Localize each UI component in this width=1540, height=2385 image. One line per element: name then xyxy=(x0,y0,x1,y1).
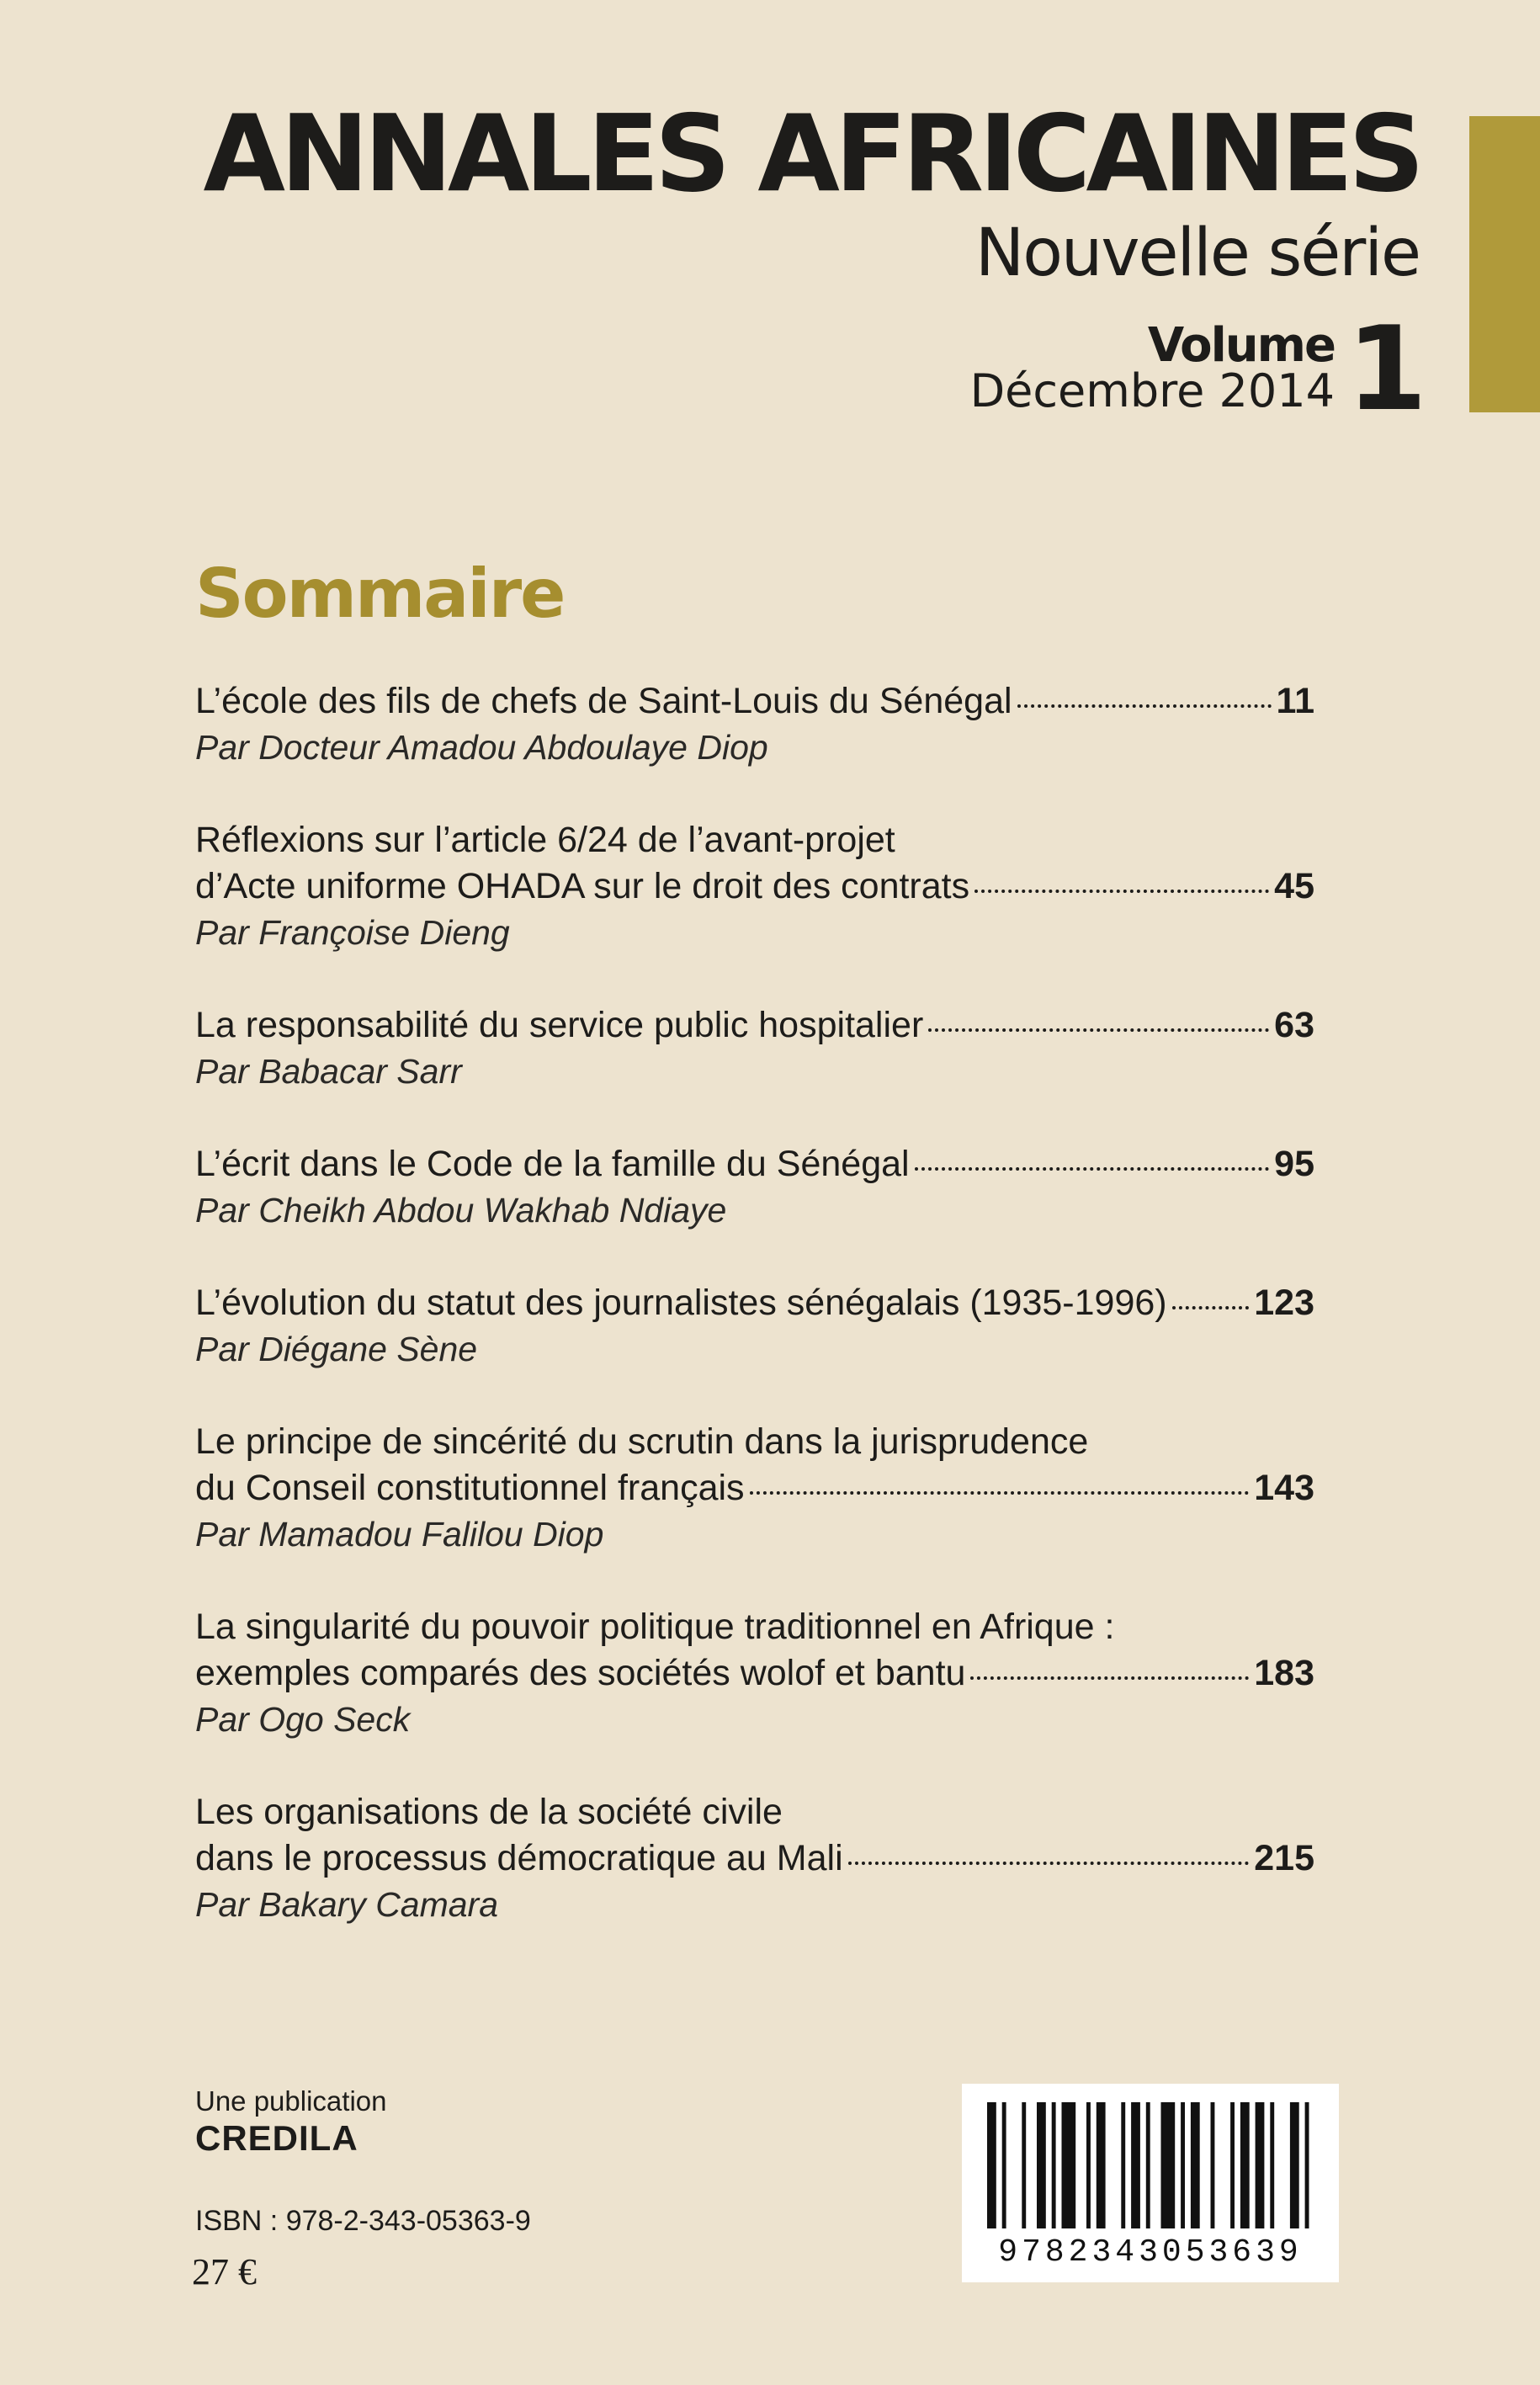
toc-title-line xyxy=(195,1650,1314,1697)
toc-title-line xyxy=(195,1835,1314,1882)
toc-title-text: L’école des fils de chefs de Saint-Louis du Sénégal xyxy=(195,681,1012,721)
barcode-bar xyxy=(1002,2102,1006,2228)
toc-author: Par Cheikh Abdou Wakhab Ndiaye xyxy=(195,1191,727,1230)
page-number: 45 xyxy=(1274,866,1314,906)
barcode-bar xyxy=(1256,2102,1265,2228)
toc-title-text: d’Acte uniforme OHADA sur le droit des contrats xyxy=(195,866,970,906)
toc-entry xyxy=(195,1604,1314,1743)
barcode-bar xyxy=(1097,2102,1106,2228)
gold-accent-bar xyxy=(1469,116,1540,412)
dot-leader xyxy=(928,1003,1269,1032)
page-number: 143 xyxy=(1254,1468,1314,1508)
page-number: 95 xyxy=(1274,1144,1314,1184)
barcode-bar xyxy=(1062,2102,1076,2228)
journal-subtitle: Nouvelle série xyxy=(974,215,1420,291)
dot-leader xyxy=(1017,679,1272,708)
dot-leader xyxy=(915,1142,1270,1171)
dot-leader xyxy=(974,864,1269,893)
publisher-label: Une publication xyxy=(195,2085,387,2117)
barcode-bar xyxy=(1240,2102,1250,2228)
barcode-bar xyxy=(1270,2102,1274,2228)
toc-entry xyxy=(195,1280,1314,1373)
toc-title-text: dans le processus démocratique au Mali xyxy=(195,1838,843,1878)
page-number: 183 xyxy=(1254,1653,1314,1693)
barcode-bar xyxy=(1086,2102,1091,2228)
dot-leader xyxy=(970,1651,1249,1680)
publisher-name: CREDILA xyxy=(195,2118,358,2158)
barcode xyxy=(962,2084,1339,2282)
toc-author: Par Françoise Dieng xyxy=(195,913,510,952)
barcode-bar xyxy=(1305,2102,1309,2228)
toc-title-line xyxy=(195,1465,1314,1511)
barcode-bar xyxy=(1121,2102,1125,2228)
dot-leader xyxy=(1172,1281,1250,1309)
barcode-bar xyxy=(1230,2102,1235,2228)
toc-title-line: Les organisations de la société civile xyxy=(195,1792,783,1832)
toc-title-line: Le principe de sincérité du scrutin dans la jurisprudence xyxy=(195,1421,1089,1462)
toc-title-text: La responsabilité du service public hospitalier xyxy=(195,1005,924,1045)
barcode-bar xyxy=(1191,2102,1200,2228)
toc-title-line xyxy=(195,1141,1314,1187)
dot-leader xyxy=(750,1466,1250,1495)
toc-author: Par Babacar Sarr xyxy=(195,1052,462,1091)
toc-author: Par Bakary Camara xyxy=(195,1885,499,1924)
toc-title-text: L’évolution du statut des journalistes sénégalais (1935-1996) xyxy=(195,1283,1167,1323)
barcode-digits: 9782343053639 xyxy=(998,2234,1303,2271)
toc-entry xyxy=(195,1002,1314,1095)
issue-date: Décembre 2014 xyxy=(969,364,1335,417)
journal-title: ANNALES AFRICAINES xyxy=(203,92,1420,215)
toc-title-text: exemples comparés des sociétés wolof et bantu xyxy=(195,1653,966,1693)
barcode-bar xyxy=(1022,2102,1026,2228)
barcode-bar xyxy=(1131,2102,1140,2228)
toc-title-text: L’écrit dans le Code de la famille du Sénégal xyxy=(195,1144,910,1184)
toc-entry xyxy=(195,1419,1314,1558)
toc-title-line xyxy=(195,863,1314,910)
barcode-bar xyxy=(1161,2102,1176,2228)
dot-leader xyxy=(848,1836,1250,1865)
toc-author: Par Ogo Seck xyxy=(195,1700,411,1739)
toc-entry xyxy=(195,1789,1314,1928)
isbn-text: ISBN : 978-2-343-05363-9 xyxy=(195,2205,531,2237)
barcode-bar xyxy=(1181,2102,1185,2228)
contents-heading: Sommaire xyxy=(195,555,565,633)
toc-author: Par Diégane Sène xyxy=(195,1330,478,1368)
page-number: 123 xyxy=(1254,1283,1314,1323)
toc-entry xyxy=(195,678,1314,771)
volume-label: Volume xyxy=(1147,318,1335,373)
barcode-bar xyxy=(1037,2102,1046,2228)
barcode-bar xyxy=(1290,2102,1299,2228)
page-number: 11 xyxy=(1276,681,1314,721)
page-number: 63 xyxy=(1274,1005,1314,1045)
toc-entry xyxy=(195,1141,1314,1234)
toc-title-line xyxy=(195,1280,1314,1326)
toc-title-line: La singularité du pouvoir politique traditionnel en Afrique : xyxy=(195,1607,1115,1647)
toc-entry xyxy=(195,817,1314,956)
toc-title-line xyxy=(195,1002,1314,1049)
toc-author: Par Mamadou Falilou Diop xyxy=(195,1515,604,1554)
toc-title-line xyxy=(195,678,1314,725)
table-of-contents xyxy=(195,678,1314,1974)
barcode-bar xyxy=(1146,2102,1150,2228)
toc-title-line: Réflexions sur l’article 6/24 de l’avant-projet xyxy=(195,820,895,860)
page-number: 215 xyxy=(1254,1838,1314,1878)
price-text: 27 € xyxy=(192,2251,257,2292)
barcode-bar xyxy=(1052,2102,1056,2228)
barcode-bar xyxy=(1211,2102,1215,2228)
toc-title-text: du Conseil constitutionnel français xyxy=(195,1468,745,1508)
volume-number: 1 xyxy=(1346,301,1427,437)
toc-author: Par Docteur Amadou Abdoulaye Diop xyxy=(195,728,768,767)
barcode-bar xyxy=(987,2102,996,2228)
